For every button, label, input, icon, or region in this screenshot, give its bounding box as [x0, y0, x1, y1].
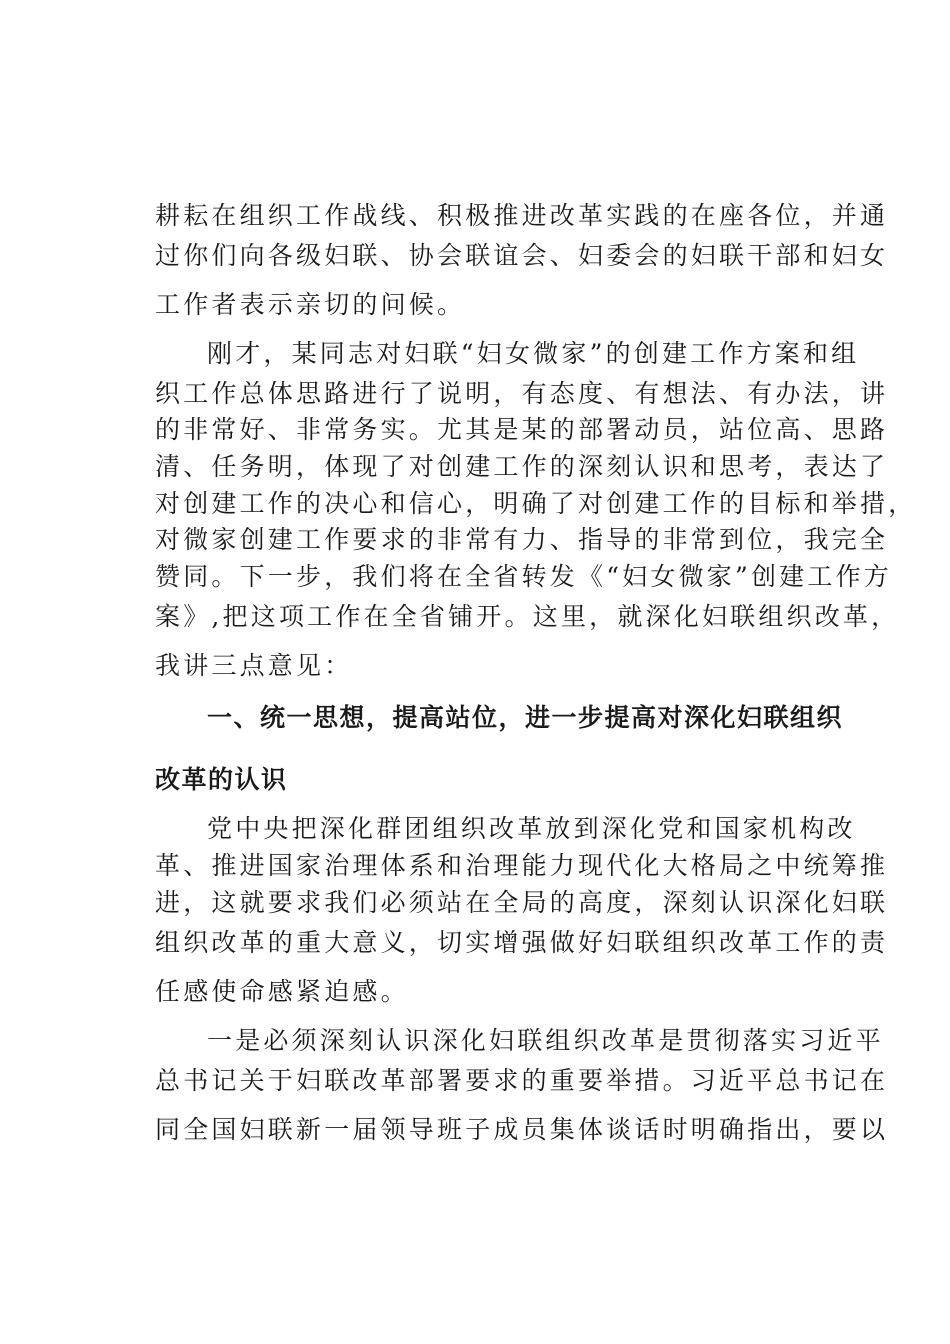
section-heading: 一、统一思想，提高站位，进一步提高对深化妇联组织 [207, 703, 844, 732]
body-text-line: 一是必须深刻认识深化妇联组织改革是贯彻落实习近平 [207, 1026, 884, 1055]
section-heading: 改革的认识 [155, 765, 288, 794]
body-text-line: 过你们向各级妇联、协会联谊会、妇委会的妇联干部和妇女 [155, 241, 889, 270]
body-text-line: 党中央把深化群团组织改革放到深化党和国家机构改 [207, 814, 856, 843]
body-text-line: 进，这就要求我们必须站在全局的高度，深刻认识深化妇联 [155, 888, 889, 917]
body-text-line: 对创建工作的决心和信心，明确了对创建工作的目标和举措， [155, 489, 917, 518]
body-text-line: 工作者表示亲切的问候。 [155, 290, 466, 319]
body-text-line: 刚才，某同志对妇联“妇女微家”的创建工作方案和组 [207, 339, 860, 368]
body-text-line: 组织改革的重大意义，切实增强做好妇联组织改革工作的责 [155, 928, 889, 957]
body-text-line: 我讲三点意见： [155, 651, 353, 680]
body-text-line: 清、任务明，体现了对创建工作的深刻认识和思考，表达了 [155, 452, 889, 481]
body-text-line: 对微家创建工作要求的非常有力、指导的非常到位，我完全 [155, 525, 889, 554]
body-text-line: 的非常好、非常务实。尤其是某的部署动员，站位高、思路 [155, 415, 889, 444]
body-text-line: 革、推进国家治理体系和治理能力现代化大格局之中统筹推 [155, 851, 889, 880]
body-text-line: 织工作总体思路进行了说明，有态度、有想法、有办法，讲 [155, 379, 889, 408]
body-text-line: 任感使命感紧迫感。 [155, 977, 409, 1006]
body-text-line: 案》,把这项工作在全省铺开。这里，就深化妇联组织改革， [155, 602, 900, 631]
body-text-line: 耕耘在组织工作战线、积极推进改革实践的在座各位，并通 [155, 201, 889, 230]
body-text-line: 赞同。下一步，我们将在全省转发《“妇女微家”创建工作方 [155, 562, 892, 591]
body-text-line: 总书记关于妇联改革部署要求的重要举措。习近平总书记在 [155, 1066, 889, 1095]
body-text-line: 同全国妇联新一届领导班子成员集体谈话时明确指出，要以 [155, 1115, 889, 1144]
